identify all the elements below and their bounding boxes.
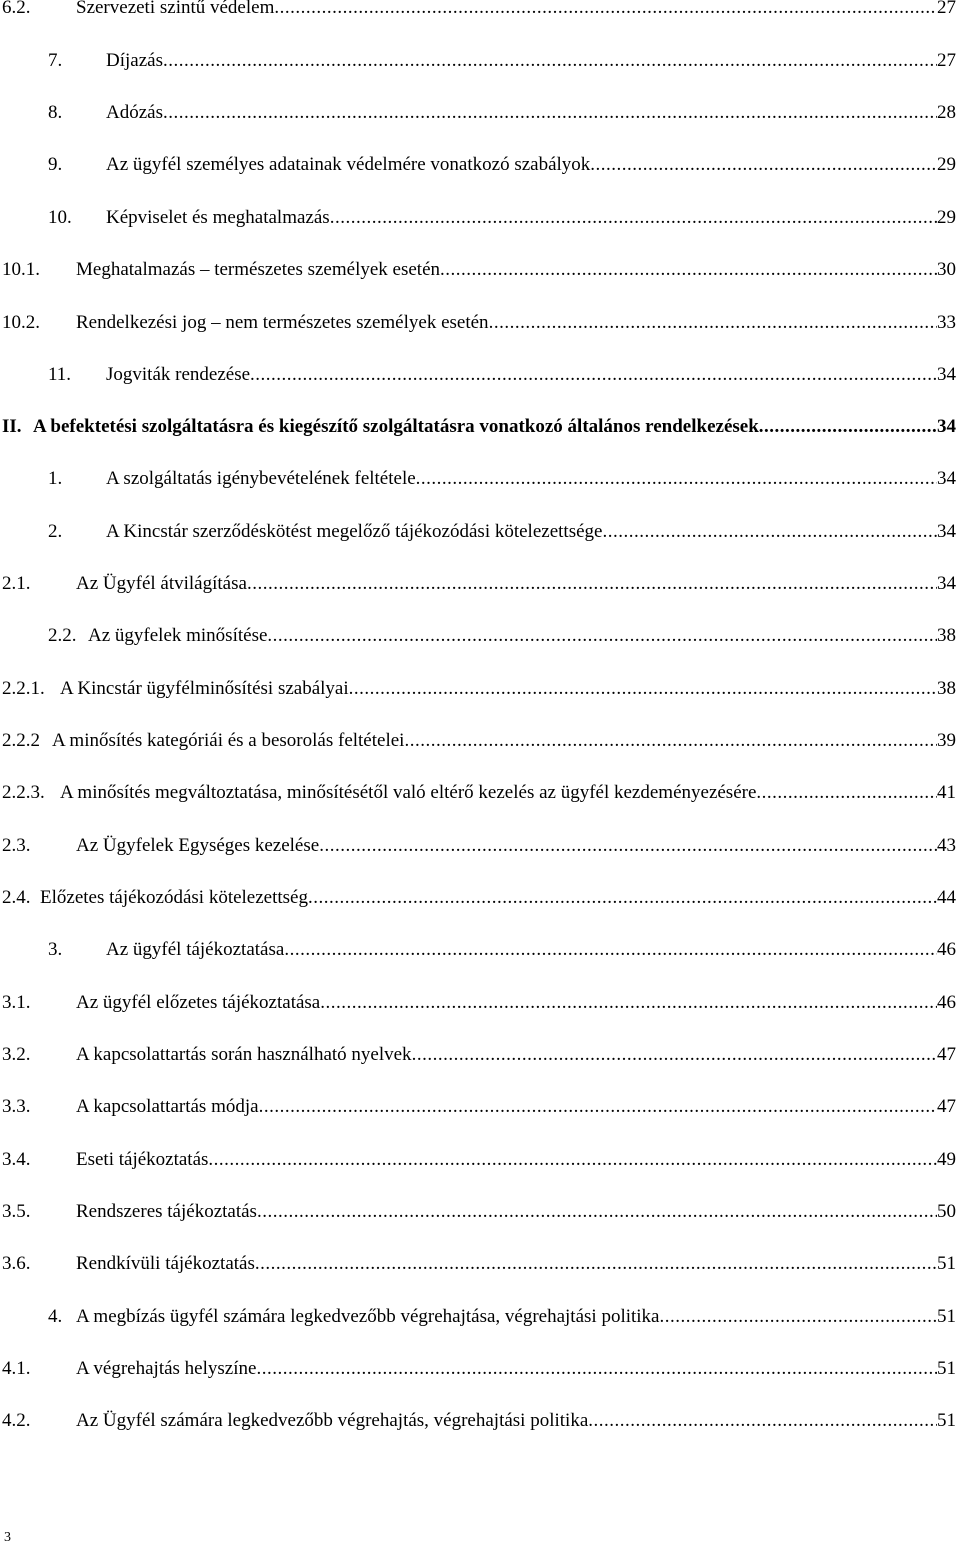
toc-entry-title: Az Ügyfelek Egységes kezelése — [76, 835, 320, 856]
toc-entry-number: 3.3. — [2, 1096, 31, 1117]
toc-entry-title: Rendelkezési jog – nem természetes személyek esetén — [76, 312, 489, 333]
toc-entry-title: Jogviták rendezése — [106, 364, 251, 385]
toc-entry[interactable] — [0, 46, 960, 76]
page-number: 3 — [4, 1530, 11, 1545]
toc-entry-title: A minősítés kategóriái és a besorolás feltételei — [52, 730, 405, 751]
toc-entry-page: 27 — [937, 0, 956, 18]
toc-entry-page: 34 — [937, 521, 956, 542]
toc-entry-page: 41 — [937, 782, 956, 803]
toc-entry-page: 47 — [937, 1044, 956, 1065]
toc-entry-number: 2.2.1. — [2, 678, 45, 699]
toc-entry-title: A Kincstár szerződéskötést megelőző tájékozódási kötelezettsége — [106, 521, 603, 542]
toc-entry-page: 33 — [937, 312, 956, 333]
dot-leader — [660, 1302, 938, 1332]
toc-entry-number: 11. — [48, 364, 72, 385]
toc-entry-title: Szervezeti szintű védelem — [76, 0, 275, 18]
dot-leader — [489, 308, 937, 338]
toc-entry-page: 38 — [937, 625, 956, 646]
toc-entry-number: 4. — [48, 1306, 63, 1327]
dot-leader — [250, 360, 937, 390]
dot-leader — [759, 412, 937, 442]
toc-entry[interactable] — [0, 778, 960, 808]
toc-entry-title: Előzetes tájékozódási kötelezettség — [40, 887, 308, 908]
toc-entry-title: Az ügyfelek minősítése — [88, 625, 268, 646]
toc-entry-title: Rendszeres tájékoztatás — [76, 1201, 257, 1222]
dot-leader — [284, 935, 937, 965]
dot-leader — [256, 1354, 937, 1384]
toc-entry[interactable] — [0, 412, 960, 442]
toc-entry-title: Adózás — [106, 102, 163, 123]
dot-leader — [208, 1145, 937, 1175]
toc-entry-page: 43 — [937, 835, 956, 856]
dot-leader — [756, 778, 937, 808]
toc-entry[interactable] — [0, 1354, 960, 1384]
dot-leader — [404, 726, 937, 756]
toc-entry-title: Rendkívüli tájékoztatás — [76, 1253, 255, 1274]
toc-entry-page: 28 — [937, 102, 956, 123]
dot-leader — [412, 1040, 937, 1070]
toc-entry-page: 46 — [937, 939, 956, 960]
toc-entry-title: A kapcsolattartás módja — [76, 1096, 259, 1117]
toc-entry-title: Képviselet és meghatalmazás — [106, 207, 330, 228]
toc-entry[interactable] — [0, 831, 960, 861]
toc-entry[interactable] — [0, 883, 960, 913]
dot-leader — [259, 1092, 937, 1122]
toc-entry[interactable] — [0, 988, 960, 1018]
toc-entry-page: 46 — [937, 992, 956, 1013]
toc-entry-number: 3.4. — [2, 1149, 31, 1170]
toc-entry[interactable] — [0, 360, 960, 390]
toc-entry-title: A minősítés megváltoztatása, minősítésétől való eltérő kezelés az ügyfél kezdeményezésére — [60, 782, 757, 803]
toc-entry[interactable] — [0, 0, 960, 23]
toc-entry-title: A végrehajtás helyszíne — [76, 1358, 257, 1379]
toc-entry-number: 3.2. — [2, 1044, 31, 1065]
toc-entry-page: 51 — [937, 1410, 956, 1431]
toc-entry-number: 9. — [48, 154, 63, 175]
dot-leader — [320, 988, 937, 1018]
toc-entry-page: 51 — [937, 1253, 956, 1274]
toc-entry-number: 2.2.2 — [2, 730, 40, 751]
toc-entry-number: 4.1. — [2, 1358, 31, 1379]
dot-leader — [163, 98, 937, 128]
toc-entry-page: 51 — [937, 1358, 956, 1379]
toc-entry[interactable] — [0, 464, 960, 494]
toc-entry-page: 29 — [937, 154, 956, 175]
toc-entry-number: 4.2. — [2, 1410, 31, 1431]
dot-leader — [274, 0, 937, 23]
toc-entry-number: 3.1. — [2, 992, 31, 1013]
toc-entry-page: 34 — [937, 468, 956, 489]
toc-entry-title: A megbízás ügyfél számára legkedvezőbb végrehajtása, végrehajtási politika — [76, 1306, 660, 1327]
toc-entry-title: Az Ügyfél átvilágítása — [76, 573, 247, 594]
toc-entry[interactable] — [0, 726, 960, 756]
toc-entry[interactable] — [0, 517, 960, 547]
toc-entry-number: II. — [2, 416, 22, 437]
toc-entry-number: 2.2. — [48, 625, 77, 646]
toc-entry-page: 51 — [937, 1306, 956, 1327]
toc-entry-number: 7. — [48, 50, 63, 71]
toc-entry[interactable] — [0, 255, 960, 285]
dot-leader — [308, 883, 937, 913]
toc-entry-page: 34 — [937, 416, 956, 437]
toc-entry-page: 27 — [937, 50, 956, 71]
toc-entry-number: 2.1. — [2, 573, 31, 594]
toc-entry-title: A Kincstár ügyfélminősítési szabályai — [60, 678, 349, 699]
toc-entry-page: 44 — [937, 887, 956, 908]
toc-entry-title: Az ügyfél tájékoztatása — [106, 939, 285, 960]
toc-entry-page: 34 — [937, 364, 956, 385]
toc-entry[interactable] — [0, 1406, 960, 1436]
dot-leader — [590, 150, 937, 180]
toc-entry[interactable] — [0, 935, 960, 965]
toc-entry[interactable] — [0, 1040, 960, 1070]
toc-entry[interactable] — [0, 150, 960, 180]
toc-entry-page: 47 — [937, 1096, 956, 1117]
toc-entry-title: Az ügyfél személyes adatainak védelmére vonatkozó szabályok — [106, 154, 591, 175]
dot-leader — [163, 46, 937, 76]
toc-entry[interactable] — [0, 308, 960, 338]
toc-entry-title: Meghatalmazás – természetes személyek esetén — [76, 259, 440, 280]
toc-entry-title: A szolgáltatás igénybevételének feltétele — [106, 468, 416, 489]
toc-entry-number: 2.4. — [2, 887, 31, 908]
toc-entry-number: 3. — [48, 939, 63, 960]
toc-entry[interactable] — [0, 1092, 960, 1122]
toc-entry[interactable] — [0, 98, 960, 128]
toc-entry[interactable] — [0, 1302, 960, 1332]
dot-leader — [440, 255, 937, 285]
toc-entry-page: 50 — [937, 1201, 956, 1222]
dot-leader — [588, 1406, 937, 1436]
dot-leader — [255, 1249, 937, 1279]
toc-entry-number: 10.2. — [2, 312, 40, 333]
dot-leader — [257, 1197, 937, 1227]
toc-entry-title: Az Ügyfél számára legkedvezőbb végrehajtás, végrehajtási politika — [76, 1410, 589, 1431]
dot-leader — [349, 674, 937, 704]
toc-entry[interactable] — [0, 1197, 960, 1227]
toc-entry[interactable] — [0, 1249, 960, 1279]
toc-entry-number: 2.3. — [2, 835, 31, 856]
toc-entry-number: 10. — [48, 207, 72, 228]
toc-entry-number: 10.1. — [2, 259, 40, 280]
toc-entry-number: 2. — [48, 521, 63, 542]
toc-entry-number: 3.6. — [2, 1253, 31, 1274]
toc-entry-number: 8. — [48, 102, 63, 123]
dot-leader — [416, 464, 937, 494]
toc-entry-page: 39 — [937, 730, 956, 751]
dot-leader — [319, 831, 937, 861]
toc-entry[interactable] — [0, 674, 960, 704]
toc-entry-number: 2.2.3. — [2, 782, 45, 803]
toc-entry-number: 6.2. — [2, 0, 31, 18]
toc-entry-page: 34 — [937, 573, 956, 594]
toc-entry[interactable] — [0, 203, 960, 233]
dot-leader — [267, 621, 937, 651]
dot-leader — [247, 569, 937, 599]
toc-entry-page: 29 — [937, 207, 956, 228]
toc-entry-title: Díjazás — [106, 50, 163, 71]
toc-entry-page: 38 — [937, 678, 956, 699]
toc-entry-page: 49 — [937, 1149, 956, 1170]
toc-entry-page: 30 — [937, 259, 956, 280]
toc-entry-title: A befektetési szolgáltatásra és kiegészítő szolgáltatásra vonatkozó általános rendelkezések — [33, 416, 759, 437]
toc-entry[interactable] — [0, 1145, 960, 1175]
toc-entry-title: Eseti tájékoztatás — [76, 1149, 209, 1170]
toc-entry-number: 1. — [48, 468, 63, 489]
toc-entry-title: A kapcsolattartás során használható nyelvek — [76, 1044, 412, 1065]
dot-leader — [330, 203, 937, 233]
toc-entry-number: 3.5. — [2, 1201, 31, 1222]
toc-entry[interactable] — [0, 569, 960, 599]
toc-entry[interactable] — [0, 621, 960, 651]
dot-leader — [602, 517, 937, 547]
toc-entry-title: Az ügyfél előzetes tájékoztatása — [76, 992, 321, 1013]
